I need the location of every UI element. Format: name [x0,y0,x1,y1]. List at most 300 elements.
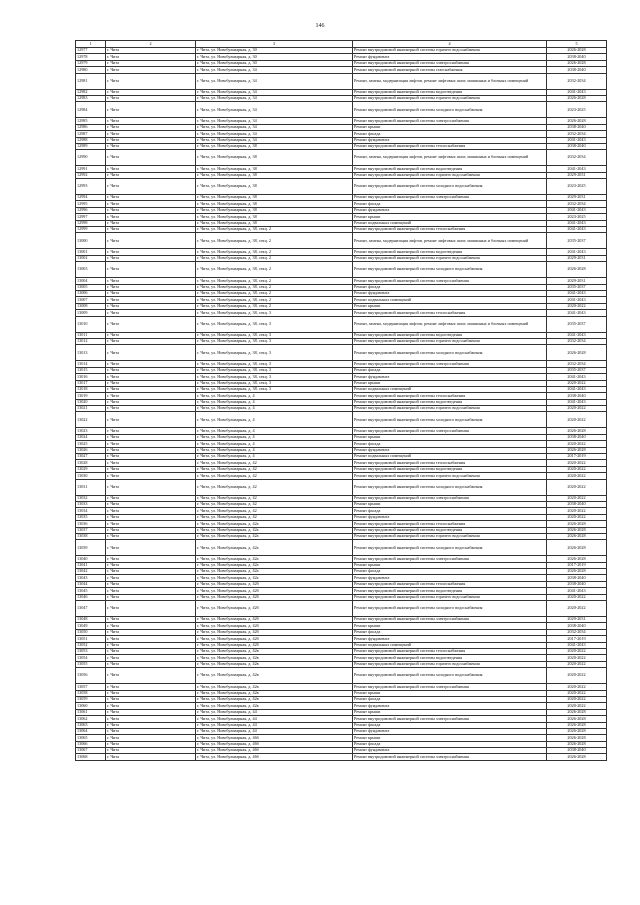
locality-cell: г. Чита [106,629,196,635]
row-number-cell: 12993 [76,179,106,195]
address-cell: г. Чита, ул. Новобульварная, д. 46б [196,735,353,741]
locality-cell: г. Чита [106,601,196,617]
work-type-cell: Ремонт фундамента [353,447,547,453]
work-type-cell: Ремонт крыши [353,214,547,220]
period-cell: 2020-2022 [547,495,607,501]
address-cell: г. Чита, ул. Новобульварная, д. 30 [196,60,353,66]
locality-cell: г. Чита [106,527,196,533]
row-number-cell: 13007 [76,297,106,303]
address-cell: г. Чита, ул. Новобульварная, д. 38 [196,166,353,172]
period-cell: 2041-2043 [547,374,607,380]
address-cell: г. Чита, ул. Новобульварная, д. 38, секц. 2 [196,233,353,249]
address-cell: г. Чита, ул. Новобульварная, д. 42в [196,661,353,667]
row-number-cell: 13006 [76,290,106,296]
work-type-cell: Ремонт внутридомовой инженерной системы теплоснабжения [353,521,547,527]
period-cell: 2026-2028 [547,118,607,124]
locality-cell: г. Чита [106,374,196,380]
work-type-cell: Ремонт крыши [353,501,547,507]
address-cell: г. Чита, ул. Новобульварная, д. 42б [196,623,353,629]
period-cell: 2020-2022 [547,696,607,702]
period-cell: 2023-2025 [547,102,607,118]
row-number-cell: 13029 [76,466,106,472]
work-type-cell: Ремонт внутридомовой инженерной системы электроснабжения [353,195,547,201]
row-number-cell: 13028 [76,460,106,466]
period-cell: 2026-2028 [547,569,607,575]
row-number-cell: 13002 [76,255,106,261]
address-cell: г. Чита, ул. Новобульварная, д. 42а [196,540,353,556]
period-cell: 2020-2022 [547,601,607,617]
address-cell: г. Чита, ул. Новобульварная, д. 4 [196,412,353,428]
address-cell: г. Чита, ул. Новобульварная, д. 4 [196,406,353,412]
locality-cell: г. Чита [106,214,196,220]
period-cell: 2038-2040 [547,575,607,581]
work-type-cell: Ремонт внутридомовой инженерной системы горячего водоснабжения [353,255,547,261]
locality-cell: г. Чита [106,562,196,568]
row-number-cell: 12982 [76,89,106,95]
row-number-cell: 13015 [76,367,106,373]
work-type-cell: Ремонт, замена, модернизация лифтов, ремонт лифтовых шахт, машинных и блочных помещений [353,150,547,166]
period-cell: 2020-2022 [547,690,607,696]
address-cell: г. Чита, ул. Новобульварная, д. 42а [196,533,353,539]
row-number-cell: 13053 [76,649,106,655]
address-cell: г. Чита, ул. Новобульварная, д. 38, секц. 3 [196,316,353,332]
work-type-cell: Ремонт внутридомовой инженерной системы горячего водоснабжения [353,338,547,344]
period-cell: 2026-2028 [547,527,607,533]
row-number-cell: 13016 [76,374,106,380]
period-cell: 2020-2022 [547,303,607,309]
address-cell: г. Чита, ул. Новобульварная, д. 42 [196,466,353,472]
row-number-cell: 13054 [76,655,106,661]
repair-schedule-table [75,40,607,761]
address-cell: г. Чита, ул. Новобульварная, д. 38 [196,150,353,166]
address-cell: г. Чита, ул. Новобульварная, д. 38, секц. 2 [196,255,353,261]
work-type-cell: Ремонт внутридомовой инженерной системы горячего водоснабжения [353,594,547,600]
locality-cell: г. Чита [106,393,196,399]
work-type-cell: Ремонт крыши [353,623,547,629]
row-number-cell: 12984 [76,102,106,118]
address-cell: г. Чита, ул. Новобульварная, д. 4 [196,447,353,453]
period-cell: 2035-2037 [547,316,607,332]
row-number-cell: 13032 [76,495,106,501]
row-number-cell: 13014 [76,361,106,367]
row-number-cell: 13038 [76,533,106,539]
address-cell: г. Чита, ул. Новобульварная, д. 38, секц. 2 [196,249,353,255]
address-cell: г. Чита, ул. Новобульварная, д. 38 [196,195,353,201]
row-number-cell: 12997 [76,214,106,220]
row-number-cell: 13064 [76,728,106,734]
address-cell: г. Чита, ул. Новобульварная, д. 42в [196,684,353,690]
locality-cell: г. Чита [106,166,196,172]
address-cell: г. Чита, ул. Новобульварная, д. 42а [196,575,353,581]
address-cell: г. Чита, ул. Новобульварная, д. 38, секц. 3 [196,386,353,392]
row-number-cell: 13067 [76,748,106,754]
locality-cell: г. Чита [106,406,196,412]
row-number-cell: 13052 [76,642,106,648]
row-number-cell: 13051 [76,636,106,642]
period-cell: 2029-2031 [547,278,607,284]
address-cell: г. Чита, ул. Новобульварная, д. 42б [196,629,353,635]
row-number-cell: 12998 [76,220,106,226]
period-cell: 2026-2028 [547,556,607,562]
table-row [76,262,607,278]
address-cell: г. Чита, ул. Новобульварная, д. 4 [196,434,353,440]
address-cell: г. Чита, ул. Новобульварная, д. 42в [196,649,353,655]
locality-cell: г. Чита [106,434,196,440]
period-cell: 2041-2043 [547,290,607,296]
row-number-cell: 12996 [76,207,106,213]
period-cell: 2038-2040 [547,67,607,73]
period-cell: 2020-2022 [547,514,607,520]
work-type-cell: Ремонт внутридомовой инженерной системы водоотведения [353,399,547,405]
period-cell: 2026-2028 [547,722,607,728]
locality-cell: г. Чита [106,454,196,460]
period-cell: 2032-2034 [547,150,607,166]
address-cell: г. Чита, ул. Новобульварная, д. 42 [196,495,353,501]
row-number-cell: 13046 [76,594,106,600]
row-number-cell: 12987 [76,131,106,137]
address-cell: г. Чита, ул. Новобульварная, д. 4 [196,393,353,399]
row-number-cell: 12995 [76,201,106,207]
work-type-cell: Ремонт фундамента [353,748,547,754]
address-cell: г. Чита, ул. Новобульварная, д. 30 [196,48,353,54]
locality-cell: г. Чита [106,447,196,453]
row-number-cell: 13039 [76,540,106,556]
row-number-cell: 12994 [76,195,106,201]
row-number-cell: 13025 [76,441,106,447]
row-number-cell: 13043 [76,575,106,581]
period-cell: 2020-2022 [547,380,607,386]
address-cell: г. Чита, ул. Новобульварная, д. 38, секц. 3 [196,332,353,338]
period-cell: 2026-2028 [547,533,607,539]
work-type-cell: Ремонт фундамента [353,374,547,380]
work-type-cell: Ремонт внутридомовой инженерной системы водоотведения [353,249,547,255]
row-number-cell: 13068 [76,754,106,760]
work-type-cell: Ремонт фундамента [353,207,547,213]
address-cell: г. Чита, ул. Новобульварная, д. 38 [196,172,353,178]
address-cell: г. Чита, ул. Новобульварная, д. 42а [196,556,353,562]
work-type-cell: Ремонт фасада [353,284,547,290]
work-type-cell: Ремонт фундамента [353,514,547,520]
address-cell: г. Чита, ул. Новобульварная, д. 30 [196,54,353,60]
locality-cell: г. Чита [106,754,196,760]
address-cell: г. Чита, ул. Новобульварная, д. 4 [196,441,353,447]
period-cell: 2038-2040 [547,501,607,507]
row-number-cell: 13040 [76,556,106,562]
row-number-cell: 13011 [76,332,106,338]
locality-cell: г. Чита [106,220,196,226]
locality-cell: г. Чита [106,661,196,667]
work-type-cell: Ремонт внутридомовой инженерной системы холодного водоснабжения [353,668,547,684]
locality-cell: г. Чита [106,89,196,95]
locality-cell: г. Чита [106,290,196,296]
address-cell: г. Чита, ул. Новобульварная, д. 42б [196,588,353,594]
period-cell: 2017-2019 [547,562,607,568]
row-number-cell: 13041 [76,562,106,568]
locality-cell: г. Чита [106,581,196,587]
work-type-cell: Ремонт внутридомовой инженерной системы горячего водоснабжения [353,533,547,539]
period-cell: 2026-2028 [547,521,607,527]
period-cell: 2041-2043 [547,227,607,233]
period-cell: 2041-2043 [547,310,607,316]
locality-cell: г. Чита [106,399,196,405]
locality-cell: г. Чита [106,316,196,332]
period-cell: 2020-2022 [547,668,607,684]
row-number-cell: 13048 [76,617,106,623]
row-number-cell: 13045 [76,588,106,594]
row-number-cell: 13036 [76,521,106,527]
row-number-cell: 13049 [76,623,106,629]
address-cell: г. Чита, ул. Новобульварная, д. 44 [196,722,353,728]
work-type-cell: Ремонт внутридомовой инженерной системы горячего водоснабжения [353,95,547,101]
address-cell: г. Чита, ул. Новобульварная, д. 34 [196,95,353,101]
locality-cell: г. Чита [106,569,196,575]
work-type-cell: Ремонт внутридомовой инженерной системы электроснабжения [353,716,547,722]
address-cell: г. Чита, ул. Новобульварная, д. 34 [196,118,353,124]
period-cell: 2041-2043 [547,297,607,303]
address-cell: г. Чита, ул. Новобульварная, д. 38, секц. 3 [196,374,353,380]
work-type-cell: Ремонт фундамента [353,575,547,581]
work-type-cell: Ремонт фасада [353,569,547,575]
page-number: 146 [315,23,325,29]
period-cell: 2032-2034 [547,73,607,89]
row-number-cell: 12980 [76,67,106,73]
row-number-cell: 13005 [76,284,106,290]
work-type-cell: Ремонт фасада [353,696,547,702]
locality-cell: г. Чита [106,508,196,514]
locality-cell: г. Чита [106,73,196,89]
locality-cell: г. Чита [106,118,196,124]
locality-cell: г. Чита [106,636,196,642]
period-cell: 2041-2043 [547,386,607,392]
locality-cell: г. Чита [106,345,196,361]
work-type-cell: Ремонт фасада [353,441,547,447]
period-cell: 2035-2037 [547,367,607,373]
work-type-cell: Ремонт внутридомовой инженерной системы горячего водоснабжения [353,406,547,412]
locality-cell: г. Чита [106,479,196,495]
row-number-cell: 13050 [76,629,106,635]
table-row [76,233,607,249]
work-type-cell: Ремонт внутридомовой инженерной системы теплоснабжения [353,393,547,399]
locality-cell: г. Чита [106,428,196,434]
locality-cell: г. Чита [106,514,196,520]
address-cell: г. Чита, ул. Новобульварная, д. 44 [196,709,353,715]
address-cell: г. Чита, ул. Новобульварная, д. 46б [196,748,353,754]
period-cell: 2032-2034 [547,361,607,367]
address-cell: г. Чита, ул. Новобульварная, д. 42 [196,479,353,495]
work-type-cell: Ремонт внутридомовой инженерной системы холодного водоснабжения [353,262,547,278]
locality-cell: г. Чита [106,748,196,754]
address-cell: г. Чита, ул. Новобульварная, д. 38, секц. 2 [196,284,353,290]
address-cell: г. Чита, ул. Новобульварная, д. 34 [196,73,353,89]
address-cell: г. Чита, ул. Новобульварная, д. 38, секц. 3 [196,361,353,367]
period-cell: 2020-2022 [547,412,607,428]
address-cell: г. Чита, ул. Новобульварная, д. 42а [196,569,353,575]
row-number-cell: 13062 [76,716,106,722]
locality-cell: г. Чита [106,696,196,702]
row-number-cell: 13008 [76,303,106,309]
work-type-cell: Ремонт внутридомовой инженерной системы электроснабжения [353,754,547,760]
address-cell: г. Чита, ул. Новобульварная, д. 4 [196,428,353,434]
locality-cell: г. Чита [106,709,196,715]
work-type-cell: Ремонт крыши [353,124,547,130]
period-cell: 2029-2031 [547,172,607,178]
period-cell: 2026-2028 [547,735,607,741]
work-type-cell: Ремонт крыши [353,735,547,741]
work-type-cell: Ремонт внутридомовой инженерной системы водоотведения [353,527,547,533]
period-cell: 2020-2022 [547,508,607,514]
row-number-cell: 13056 [76,668,106,684]
row-number-cell: 12999 [76,227,106,233]
row-number-cell: 13044 [76,581,106,587]
address-cell: г. Чита, ул. Новобульварная, д. 38, секц. 3 [196,367,353,373]
work-type-cell: Ремонт подвальных помещений [353,297,547,303]
work-type-cell: Ремонт внутридомовой инженерной системы горячего водоснабжения [353,172,547,178]
work-type-cell: Ремонт фасада [353,367,547,373]
work-type-cell: Ремонт внутридомовой инженерной системы электроснабжения [353,556,547,562]
row-number-cell: 12979 [76,60,106,66]
period-cell: 2020-2022 [547,684,607,690]
row-number-cell: 12992 [76,172,106,178]
work-type-cell: Ремонт внутридомовой инженерной системы теплоснабжения [353,227,547,233]
locality-cell: г. Чита [106,575,196,581]
row-number-cell: 13013 [76,345,106,361]
table-row [76,540,607,556]
address-cell: г. Чита, ул. Новобульварная, д. 42в [196,690,353,696]
period-cell: 2041-2043 [547,166,607,172]
period-cell: 2020-2022 [547,655,607,661]
work-type-cell: Ремонт фасада [353,131,547,137]
address-cell: г. Чита, ул. Новобульварная, д. 42б [196,642,353,648]
row-number-cell: 12981 [76,73,106,89]
work-type-cell: Ремонт внутридомовой инженерной системы холодного водоснабжения [353,102,547,118]
locality-cell: г. Чита [106,137,196,143]
locality-cell: г. Чита [106,60,196,66]
row-number-cell: 13030 [76,473,106,479]
locality-cell: г. Чита [106,201,196,207]
address-cell: г. Чита, ул. Новобульварная, д. 42в [196,668,353,684]
period-cell: 2026-2028 [547,741,607,747]
address-cell: г. Чита, ул. Новобульварная, д. 38 [196,143,353,149]
row-number-cell: 13019 [76,393,106,399]
period-cell: 2026-2028 [547,716,607,722]
address-cell: г. Чита, ул. Новобульварная, д. 38, секц. 2 [196,278,353,284]
row-number-cell: 13057 [76,684,106,690]
locality-cell: г. Чита [106,722,196,728]
period-cell: 2026-2028 [547,95,607,101]
period-cell: 2029-2031 [547,255,607,261]
row-number-cell: 13061 [76,709,106,715]
header-col-4: 4 [353,41,547,48]
locality-cell: г. Чита [106,367,196,373]
period-cell: 2038-2040 [547,143,607,149]
row-number-cell: 13003 [76,262,106,278]
row-number-cell: 13033 [76,501,106,507]
period-cell: 2038-2040 [547,748,607,754]
work-type-cell: Ремонт внутридомовой инженерной системы теплоснабжения [353,143,547,149]
row-number-cell: 13012 [76,338,106,344]
locality-cell: г. Чита [106,684,196,690]
locality-cell: г. Чита [106,412,196,428]
period-cell: 2041-2043 [547,220,607,226]
locality-cell: г. Чита [106,716,196,722]
period-cell: 2026-2028 [547,60,607,66]
locality-cell: г. Чита [106,703,196,709]
period-cell: 2032-2034 [547,131,607,137]
work-type-cell: Ремонт внутридомовой инженерной системы теплоснабжения [353,649,547,655]
locality-cell: г. Чита [106,690,196,696]
period-cell: 2029-2031 [547,617,607,623]
table-row [76,150,607,166]
work-type-cell: Ремонт внутридомовой инженерной системы теплоснабжения [353,581,547,587]
row-number-cell: 13020 [76,399,106,405]
locality-cell: г. Чита [106,380,196,386]
locality-cell: г. Чита [106,227,196,233]
address-cell: г. Чита, ул. Новобульварная, д. 42а [196,527,353,533]
address-cell: г. Чита, ул. Новобульварная, д. 38, секц. 3 [196,338,353,344]
work-type-cell: Ремонт фасада [353,508,547,514]
locality-cell: г. Чита [106,588,196,594]
locality-cell: г. Чита [106,533,196,539]
period-cell: 2032-2034 [547,629,607,635]
period-cell: 2020-2022 [547,661,607,667]
work-type-cell: Ремонт внутридомовой инженерной системы теплоснабжения [353,460,547,466]
row-number-cell: 12988 [76,137,106,143]
work-type-cell: Ремонт внутридомовой инженерной системы водоотведения [353,89,547,95]
address-cell: г. Чита, ул. Новобульварная, д. 4 [196,454,353,460]
period-cell: 2026-2028 [547,262,607,278]
address-cell: г. Чита, ул. Новобульварная, д. 38 [196,201,353,207]
work-type-cell: Ремонт внутридомовой инженерной системы горячего водоснабжения [353,48,547,54]
table-row [76,754,607,760]
period-cell: 2020-2022 [547,441,607,447]
address-cell: г. Чита, ул. Новобульварная, д. 42а [196,521,353,527]
work-type-cell: Ремонт внутридомовой инженерной системы холодного водоснабжения [353,601,547,617]
table-row [76,412,607,428]
period-cell: 2029-2031 [547,195,607,201]
locality-cell: г. Чита [106,495,196,501]
work-type-cell: Ремонт подвальных помещений [353,386,547,392]
locality-cell: г. Чита [106,338,196,344]
row-number-cell: 13024 [76,434,106,440]
address-cell: г. Чита, ул. Новобульварная, д. 46б [196,741,353,747]
period-cell: 2020-2022 [547,460,607,466]
locality-cell: г. Чита [106,207,196,213]
period-cell: 2017-2019 [547,636,607,642]
locality-cell: г. Чита [106,728,196,734]
row-number-cell: 13009 [76,310,106,316]
work-type-cell: Ремонт внутридомовой инженерной системы водоотведения [353,332,547,338]
address-cell: г. Чита, ул. Новобульварная, д. 42 [196,508,353,514]
period-cell: 2038-2040 [547,623,607,629]
row-number-cell: 12977 [76,48,106,54]
period-cell: 2020-2022 [547,479,607,495]
locality-cell: г. Чита [106,150,196,166]
address-cell: г. Чита, ул. Новобульварная, д. 42а [196,562,353,568]
work-type-cell: Ремонт внутридомовой инженерной системы водоотведения [353,466,547,472]
header-col-5: 5 [547,41,607,48]
locality-cell: г. Чита [106,249,196,255]
work-type-cell: Ремонт внутридомовой инженерной системы горячего водоснабжения [353,473,547,479]
row-number-cell: 12989 [76,143,106,149]
work-type-cell: Ремонт фундамента [353,137,547,143]
row-number-cell: 13031 [76,479,106,495]
work-type-cell: Ремонт фундамента [353,728,547,734]
row-number-cell: 12986 [76,124,106,130]
period-cell: 2041-2043 [547,137,607,143]
work-type-cell: Ремонт крыши [353,562,547,568]
address-cell: г. Чита, ул. Новобульварная, д. 34 [196,131,353,137]
table-row [76,316,607,332]
